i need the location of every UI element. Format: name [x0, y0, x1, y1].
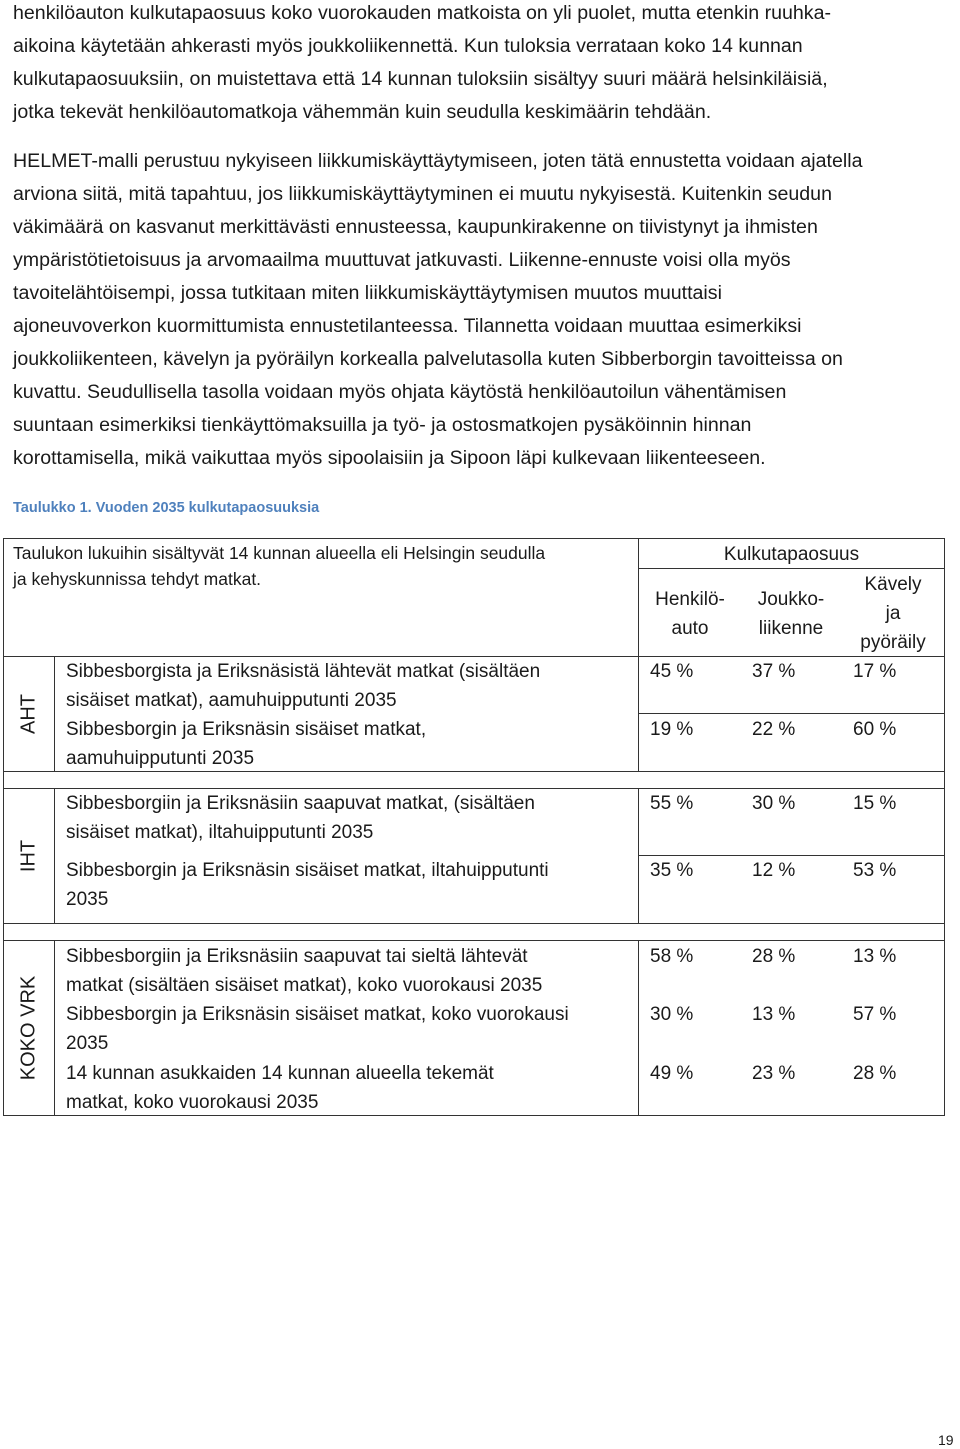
value-henkiloauto: 58 %: [650, 946, 694, 967]
row-description: sisäiset matkat), iltahuipputunti 2035: [66, 822, 374, 843]
row-description: 2035: [66, 1033, 109, 1054]
row-divider: [638, 713, 945, 714]
row-description: Sibbesborgista ja Eriksnäsistä lähtevät matkat (sisältäen: [66, 661, 541, 682]
paragraph-line: HELMET-malli perustuu nykyiseen liikkumiskäyttäytymiseen, joten tätä ennustetta voidaan ajatella: [13, 150, 863, 172]
row-description: sisäiset matkat), aamuhuipputunti 2035: [66, 690, 397, 711]
value-kavely-pyoraily: 28 %: [853, 1063, 897, 1084]
col-header-joukkoliikenne: liikenne: [758, 618, 824, 639]
table-intro-line: ja kehyskunnissa tehdyt matkat.: [13, 569, 262, 589]
paragraph-line: kuvattu. Seudullisella tasolla voidaan myös ohjata käytöstä henkilöautoilun vähentämisen: [13, 381, 787, 403]
value-henkiloauto: 45 %: [650, 661, 694, 682]
section-label-iht: IHT: [17, 839, 40, 873]
row-description: Sibbesborgiin ja Eriksnäsiin saapuvat tai sieltä lähtevät: [66, 946, 528, 967]
value-henkiloauto: 19 %: [650, 719, 694, 740]
value-henkiloauto: 55 %: [650, 793, 694, 814]
value-joukkoliikenne: 22 %: [752, 719, 796, 740]
paragraph-line: henkilöauton kulkutapaosuus koko vuorokauden matkoista on yli puolet, mutta etenkin ruuhka-: [13, 2, 832, 24]
value-henkiloauto: 49 %: [650, 1063, 694, 1084]
row-description: Sibbesborgiin ja Eriksnäsiin saapuvat matkat, (sisältäen: [66, 793, 535, 814]
value-kavely-pyoraily: 53 %: [853, 860, 897, 881]
paragraph-line: ajoneuvoverkon kuormittumista ennustetilanteessa. Tilannetta voidaan muuttaa esimerkiksi: [13, 315, 802, 337]
value-joukkoliikenne: 37 %: [752, 661, 796, 682]
row-description: matkat, koko vuorokausi 2035: [66, 1092, 319, 1113]
section-spacer: [3, 771, 945, 789]
body-paragraph-2: [13, 145, 953, 475]
col-header-kavely-pyoraily: ja: [885, 603, 901, 624]
col-header-kavely-pyoraily: pyöräily: [860, 632, 926, 653]
value-kavely-pyoraily: 13 %: [853, 946, 897, 967]
page-number: 19: [938, 1432, 954, 1448]
row-description: Sibbesborgin ja Eriksnäsin sisäiset matkat, koko vuorokausi: [66, 1004, 569, 1025]
value-joukkoliikenne: 12 %: [752, 860, 796, 881]
paragraph-line: aikoina käytetään ahkerasti myös joukkoliikennettä. Kun tuloksia verrataan koko 14 kunnan: [13, 35, 803, 57]
paragraph-line: arviona siitä, mitä tapahtuu, jos liikkumiskäyttäytyminen ei muutu nykyisestä. Kuitenkin seudun: [13, 183, 832, 205]
paragraph-line: kulkutapaosuuksiin, on muistettava että 14 kunnan tuloksiin sisältyy suuri määrä helsinkiläisiä,: [13, 68, 828, 90]
section-label-aht: AHT: [17, 694, 40, 734]
paragraph-line: jotka tekevät henkilöautomatkoja vähemmän kuin seudulla keskimäärin tehdään.: [13, 101, 712, 123]
value-henkiloauto: 30 %: [650, 1004, 694, 1025]
col-header-joukkoliikenne: Joukko-: [757, 589, 825, 610]
paragraph-line: väkimäärä on kasvanut merkittävästi ennusteessa, kaupunkirakenne on tiivistynyt ja ihmisten: [13, 216, 818, 238]
value-kavely-pyoraily: 17 %: [853, 661, 897, 682]
value-joukkoliikenne: 30 %: [752, 793, 796, 814]
value-kavely-pyoraily: 57 %: [853, 1004, 897, 1025]
row-description: aamuhuipputunti 2035: [66, 748, 255, 769]
value-joukkoliikenne: 28 %: [752, 946, 796, 967]
group-header-kulkutapaosuus: Kulkutapaosuus: [723, 544, 860, 565]
table-intro-line: Taulukon lukuihin sisältyvät 14 kunnan alueella eli Helsingin seudulla: [13, 543, 546, 563]
col-header-henkiloauto: Henkilö-: [655, 589, 725, 610]
section-label-koko-vrk: KOKO VRK: [17, 975, 40, 1081]
section-spacer: [3, 923, 945, 941]
row-description: Sibbesborgin ja Eriksnäsin sisäiset matkat,: [66, 719, 427, 740]
value-henkiloauto: 35 %: [650, 860, 694, 881]
value-kavely-pyoraily: 60 %: [853, 719, 897, 740]
paragraph-line: suuntaan esimerkiksi tienkäyttömaksuilla ja työ- ja ostosmatkojen pysäköinnin hinnan: [13, 414, 752, 436]
value-joukkoliikenne: 13 %: [752, 1004, 796, 1025]
row-description: matkat (sisältäen sisäiset matkat), koko vuorokausi 2035: [66, 975, 543, 996]
value-joukkoliikenne: 23 %: [752, 1063, 796, 1084]
col-header-kavely-pyoraily: Kävely: [864, 574, 922, 595]
paragraph-line: joukkoliikenteen, kävelyn ja pyöräilyn korkealla palvelutasolla kuten Sibberborgin tavoitteissa on: [13, 348, 843, 370]
row-description: 14 kunnan asukkaiden 14 kunnan alueella tekemät: [66, 1063, 494, 1084]
body-paragraph-1: [13, 0, 953, 129]
table-caption: Taulukko 1. Vuoden 2035 kulkutapaosuuksia: [13, 500, 320, 516]
row-description: Sibbesborgin ja Eriksnäsin sisäiset matkat, iltahuipputunti: [66, 860, 549, 881]
paragraph-line: korottamisella, mikä vaikuttaa myös sipoolaisiin ja Sipoon läpi kulkevaan liikenteeseen.: [13, 447, 766, 469]
row-description: 2035: [66, 889, 109, 910]
col-header-henkiloauto: auto: [671, 618, 709, 639]
value-kavely-pyoraily: 15 %: [853, 793, 897, 814]
paragraph-line: ympäristötietoisuus ja arvomaailma muuttuvat jatkuvasti. Liikenne-ennuste voisi olla myös: [13, 249, 791, 271]
paragraph-line: tavoitelähtöisempi, jossa tutkitaan miten liikkumiskäyttäytymisen muutos muuttaisi: [13, 282, 722, 304]
